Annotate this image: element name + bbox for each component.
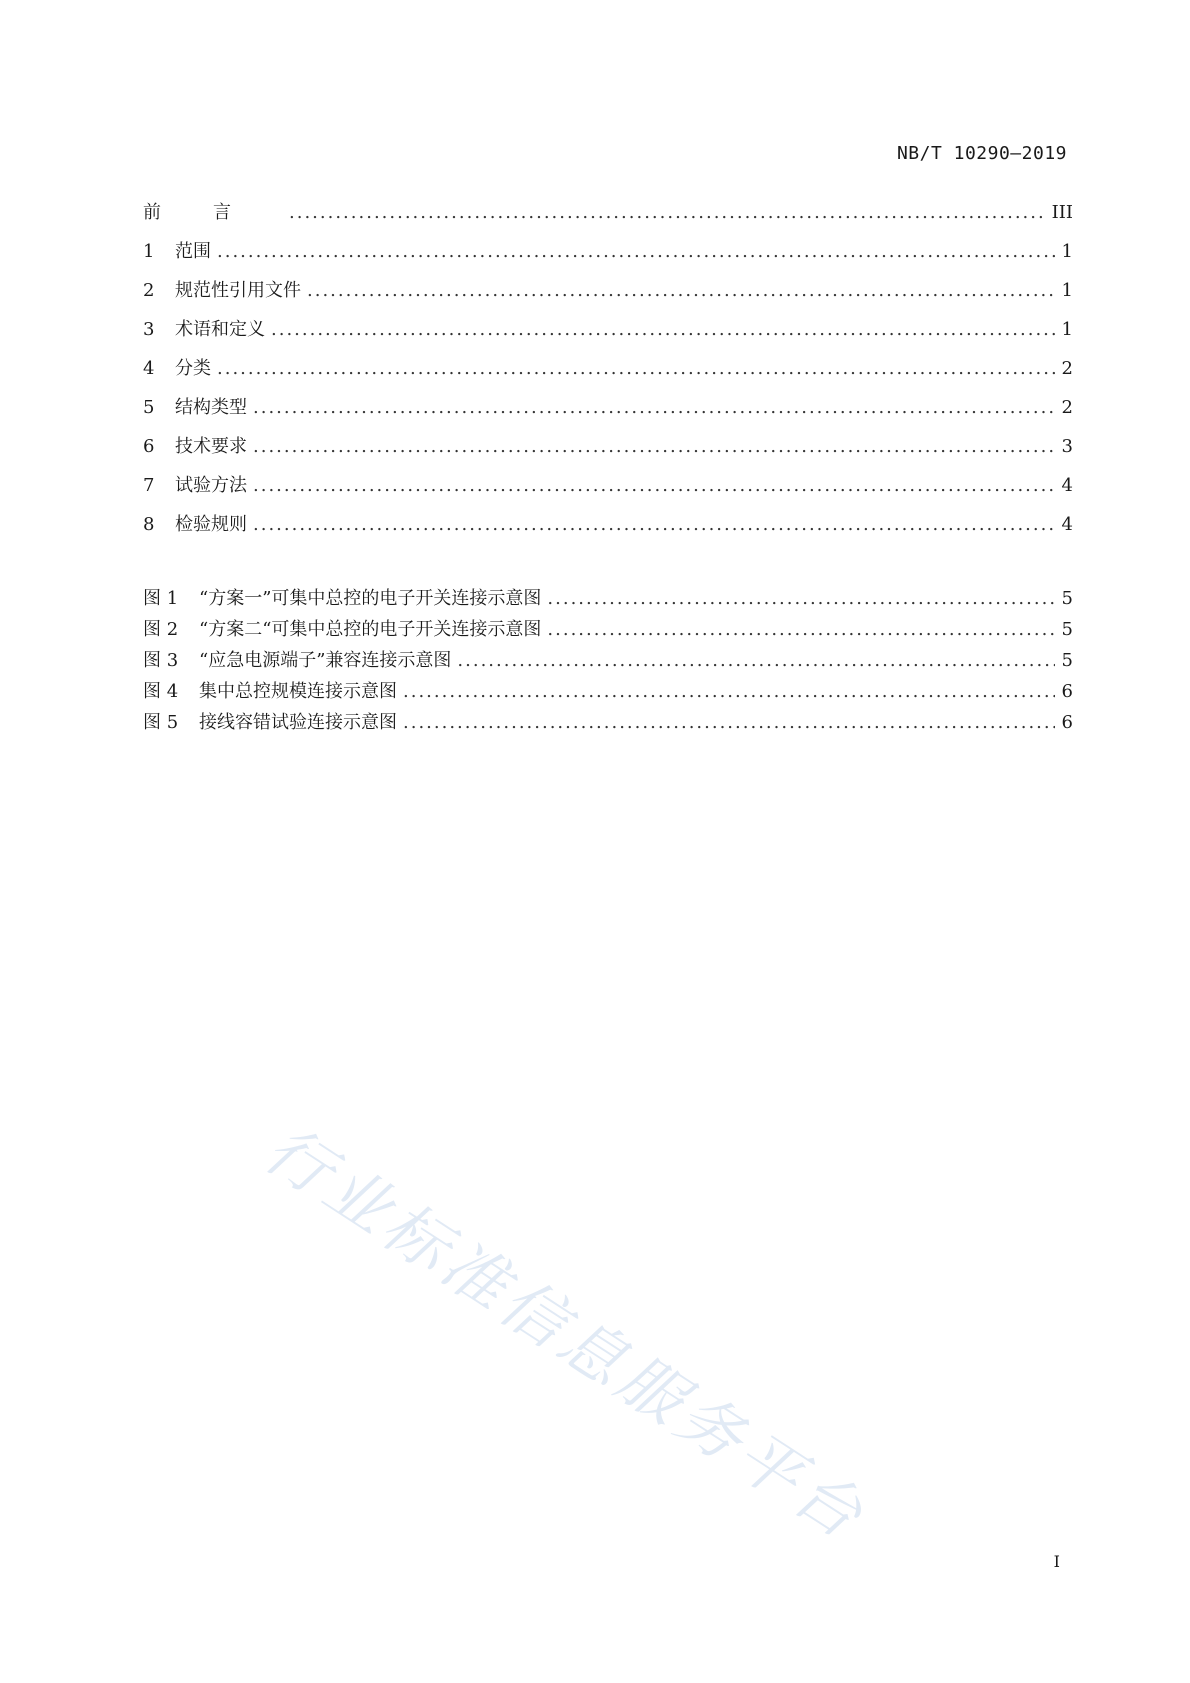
dot-leader	[457, 650, 1055, 671]
figure-entry-title: “方案二“可集中总控的电子开关连接示意图	[199, 619, 542, 640]
dot-leader	[289, 202, 1046, 223]
toc-entry-page: 1	[1061, 241, 1073, 262]
figure-entry-label: 图 1	[143, 588, 179, 609]
toc-entry-number: 6	[143, 436, 155, 457]
toc-entry-number: 7	[143, 475, 155, 496]
toc-entry[interactable]	[143, 237, 1073, 276]
dot-leader	[253, 397, 1055, 418]
toc-entry-page: 3	[1061, 436, 1073, 457]
list-of-figures	[143, 584, 1073, 739]
toc-entry-title: 分类	[175, 358, 211, 379]
toc-entry-page: 2	[1061, 358, 1073, 379]
toc-entry-title: 规范性引用文件	[175, 280, 301, 301]
toc-entry-number: 2	[143, 280, 155, 301]
toc-entry-number: 3	[143, 319, 155, 340]
dot-leader	[217, 241, 1055, 262]
toc-entry[interactable]	[143, 432, 1073, 471]
figure-entry-page: 5	[1061, 650, 1073, 671]
toc-entry-number: 5	[143, 397, 155, 418]
figure-entry-page: 5	[1061, 619, 1073, 640]
dot-leader	[403, 712, 1055, 733]
toc-entry-title: 术语和定义	[175, 319, 265, 340]
dot-leader	[307, 280, 1055, 301]
dot-leader	[271, 319, 1055, 340]
toc-entry-page: 4	[1061, 475, 1073, 496]
figure-entry[interactable]	[143, 584, 1073, 615]
toc-entry-number: 8	[143, 514, 155, 535]
figure-entry-page: 6	[1061, 712, 1073, 733]
toc-entry-page: III	[1051, 202, 1073, 223]
toc-entry[interactable]	[143, 393, 1073, 432]
dot-leader	[253, 436, 1055, 457]
toc-entry-title: 前言	[143, 202, 283, 223]
figure-entry-title: 接线容错试验连接示意图	[199, 712, 397, 733]
toc-entry-page: 4	[1061, 514, 1073, 535]
toc-entry[interactable]	[143, 354, 1073, 393]
toc-entry[interactable]	[143, 471, 1073, 510]
toc-entry[interactable]	[143, 510, 1073, 549]
watermark: 行业标准信息服务平台	[251, 1112, 879, 1556]
figure-entry-page: 6	[1061, 681, 1073, 702]
figure-entry-label: 图 3	[143, 650, 179, 671]
toc-entry-title: 试验方法	[175, 475, 247, 496]
dot-leader	[253, 514, 1055, 535]
figure-entry-label: 图 5	[143, 712, 179, 733]
figure-entry-title: “应急电源端子”兼容连接示意图	[199, 650, 452, 671]
table-of-contents	[143, 198, 1073, 549]
toc-entry-foreword[interactable]	[143, 198, 1073, 237]
toc-entry-page: 2	[1061, 397, 1073, 418]
dot-leader	[547, 619, 1055, 640]
figure-entry[interactable]	[143, 646, 1073, 677]
figure-entry-title: “方案一”可集中总控的电子开关连接示意图	[199, 588, 542, 609]
toc-entry-title: 结构类型	[175, 397, 247, 418]
figure-entry-label: 图 2	[143, 619, 179, 640]
toc-entry-page: 1	[1061, 280, 1073, 301]
toc-entry-title: 范围	[175, 241, 211, 262]
figure-entry-label: 图 4	[143, 681, 179, 702]
dot-leader	[403, 681, 1055, 702]
dot-leader	[547, 588, 1055, 609]
figure-entry[interactable]	[143, 708, 1073, 739]
toc-entry-title: 检验规则	[175, 514, 247, 535]
toc-entry[interactable]	[143, 315, 1073, 354]
dot-leader	[217, 358, 1055, 379]
figure-entry-page: 5	[1061, 588, 1073, 609]
toc-entry-number: 1	[143, 241, 155, 262]
page-number: I	[1053, 1552, 1060, 1571]
figure-entry[interactable]	[143, 615, 1073, 646]
dot-leader	[253, 475, 1055, 496]
standard-code: NB/T 10290—2019	[896, 143, 1067, 164]
toc-entry-page: 1	[1061, 319, 1073, 340]
toc-entry-number: 4	[143, 358, 155, 379]
toc-entry[interactable]	[143, 276, 1073, 315]
figure-entry-title: 集中总控规模连接示意图	[199, 681, 397, 702]
toc-entry-title: 技术要求	[175, 436, 247, 457]
figure-entry[interactable]	[143, 677, 1073, 708]
